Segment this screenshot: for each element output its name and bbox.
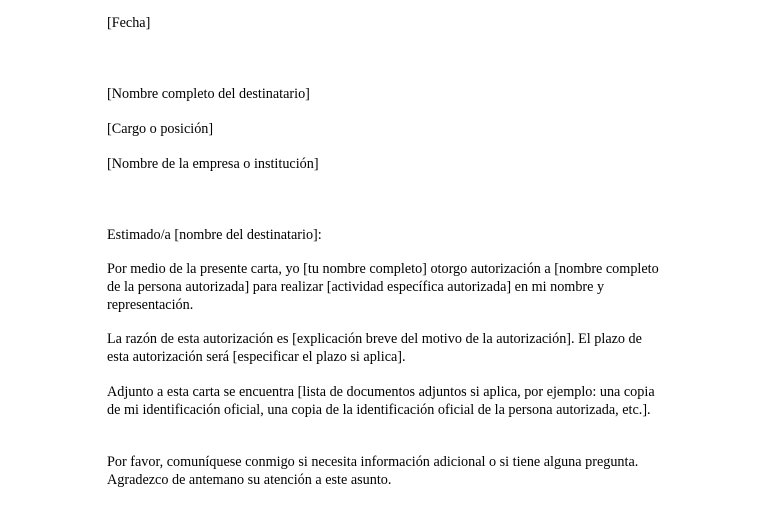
recipient-name: [Nombre completo del destinatario]	[107, 86, 310, 102]
body-paragraph-reason: La razón de esta autorización es [explicación breve del motivo de la autorización]. El plazo de esta autorización será [especificar el plazo si aplica].	[107, 331, 642, 365]
body-paragraph-closing: Por favor, comuníquese conmigo si necesita información adicional o si tiene alguna pregunta. Agradezco de antemano su atención a este asunto.	[107, 454, 639, 488]
salutation: Estimado/a [nombre del destinatario]:	[107, 227, 322, 243]
recipient-position: [Cargo o posición]	[107, 121, 214, 137]
recipient-company: [Nombre de la empresa o institución]	[107, 156, 319, 172]
body-paragraph-attachments: Adjunto a esta carta se encuentra [lista de documentos adjuntos si aplica, por ejemplo: una copia de mi identificación oficial, una copia de la identificación oficial de la persona autorizada, etc.].	[107, 384, 655, 418]
body-paragraph-authorization: Por medio de la presente carta, yo [tu nombre completo] otorgo autorización a [nombre completo de la persona autorizada] para realizar [actividad específica autorizada] en mi nombre y representación.	[107, 261, 659, 313]
date-placeholder: [Fecha]	[107, 15, 151, 31]
